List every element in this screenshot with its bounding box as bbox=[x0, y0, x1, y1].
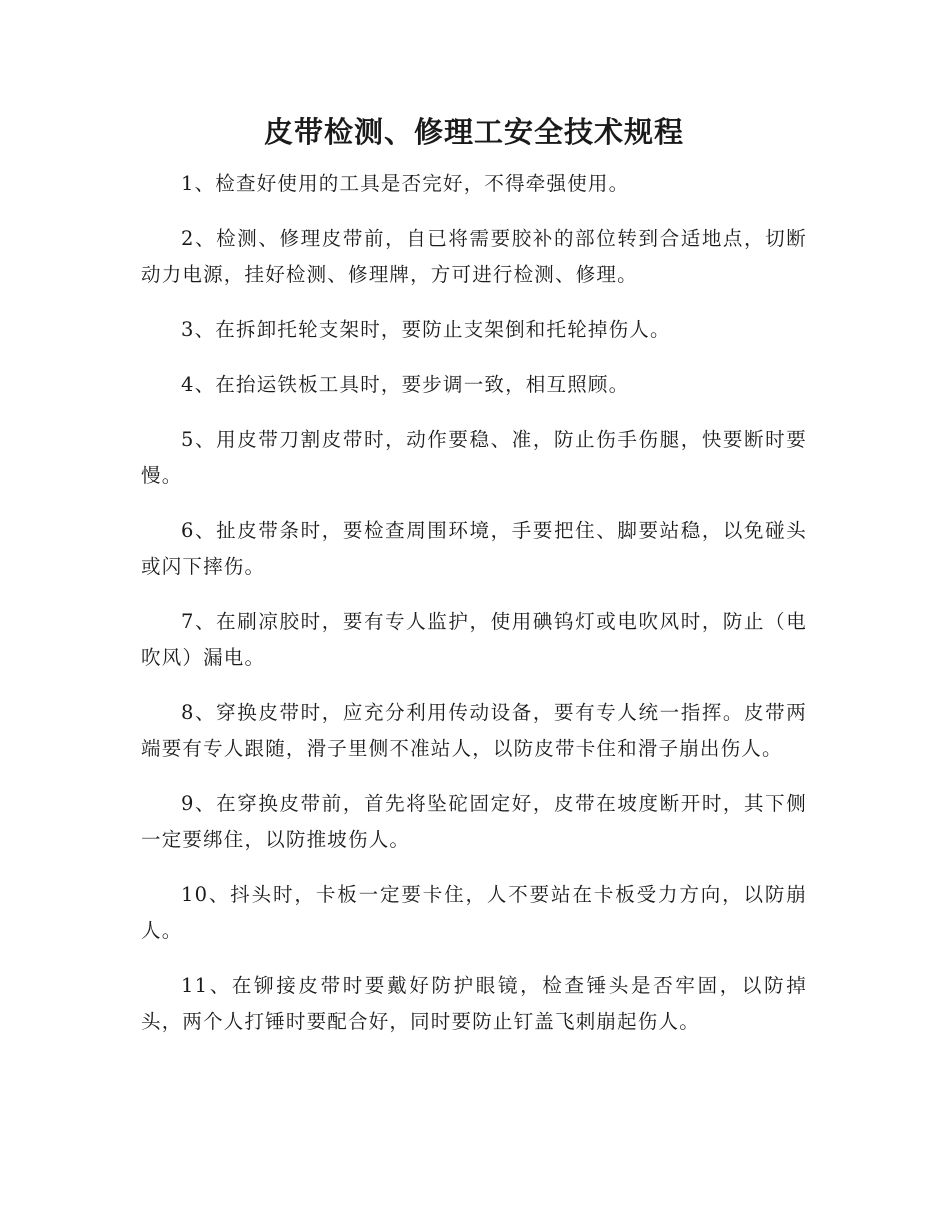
rule-item-9: 9、在穿换皮带前，首先将坠砣固定好，皮带在坡度断开时，其下侧一定要绑住，以防推坡伤人。 bbox=[141, 792, 807, 851]
rule-item-7: 7、在刷凉胶时，要有专人监护，使用碘钨灯或电吹风时，防止（电吹风）漏电。 bbox=[141, 610, 807, 669]
rule-item-5: 5、用皮带刀割皮带时，动作要稳、准，防止伤手伤腿，快要断时要慢。 bbox=[141, 428, 807, 487]
rule-item-6: 6、扯皮带条时，要检查周围环境，手要把住、脚要站稳，以免碰头或闪下摔伤。 bbox=[141, 519, 807, 578]
document-title: 皮带检测、修理工安全技术规程 bbox=[263, 115, 684, 149]
rule-item-4: 4、在抬运铁板工具时，要步调一致，相互照顾。 bbox=[181, 373, 630, 396]
rule-item-10: 10、抖头时，卡板一定要卡住，人不要站在卡板受力方向，以防崩人。 bbox=[141, 883, 807, 942]
rule-item-2: 2、检测、修理皮带前，自已将需要胶补的部位转到合适地点，切断动力电源，挂好检测、修理牌，方可进行检测、修理。 bbox=[141, 227, 807, 286]
rules-list bbox=[141, 166, 807, 1059]
rule-item-8: 8、穿换皮带时，应充分利用传动设备，要有专人统一指挥。皮带两端要有专人跟随，滑子里侧不准站人，以防皮带卡住和滑子崩出伤人。 bbox=[141, 701, 807, 760]
rule-item-1: 1、检查好使用的工具是否完好，不得牵强使用。 bbox=[181, 172, 630, 195]
rule-item-11: 11、在铆接皮带时要戴好防护眼镜，检查锤头是否牢固，以防掉头，两个人打锤时要配合好，同时要防止钉盖飞刺崩起伤人。 bbox=[141, 974, 807, 1033]
rule-item-3: 3、在拆卸托轮支架时，要防止支架倒和托轮掉伤人。 bbox=[181, 318, 671, 341]
